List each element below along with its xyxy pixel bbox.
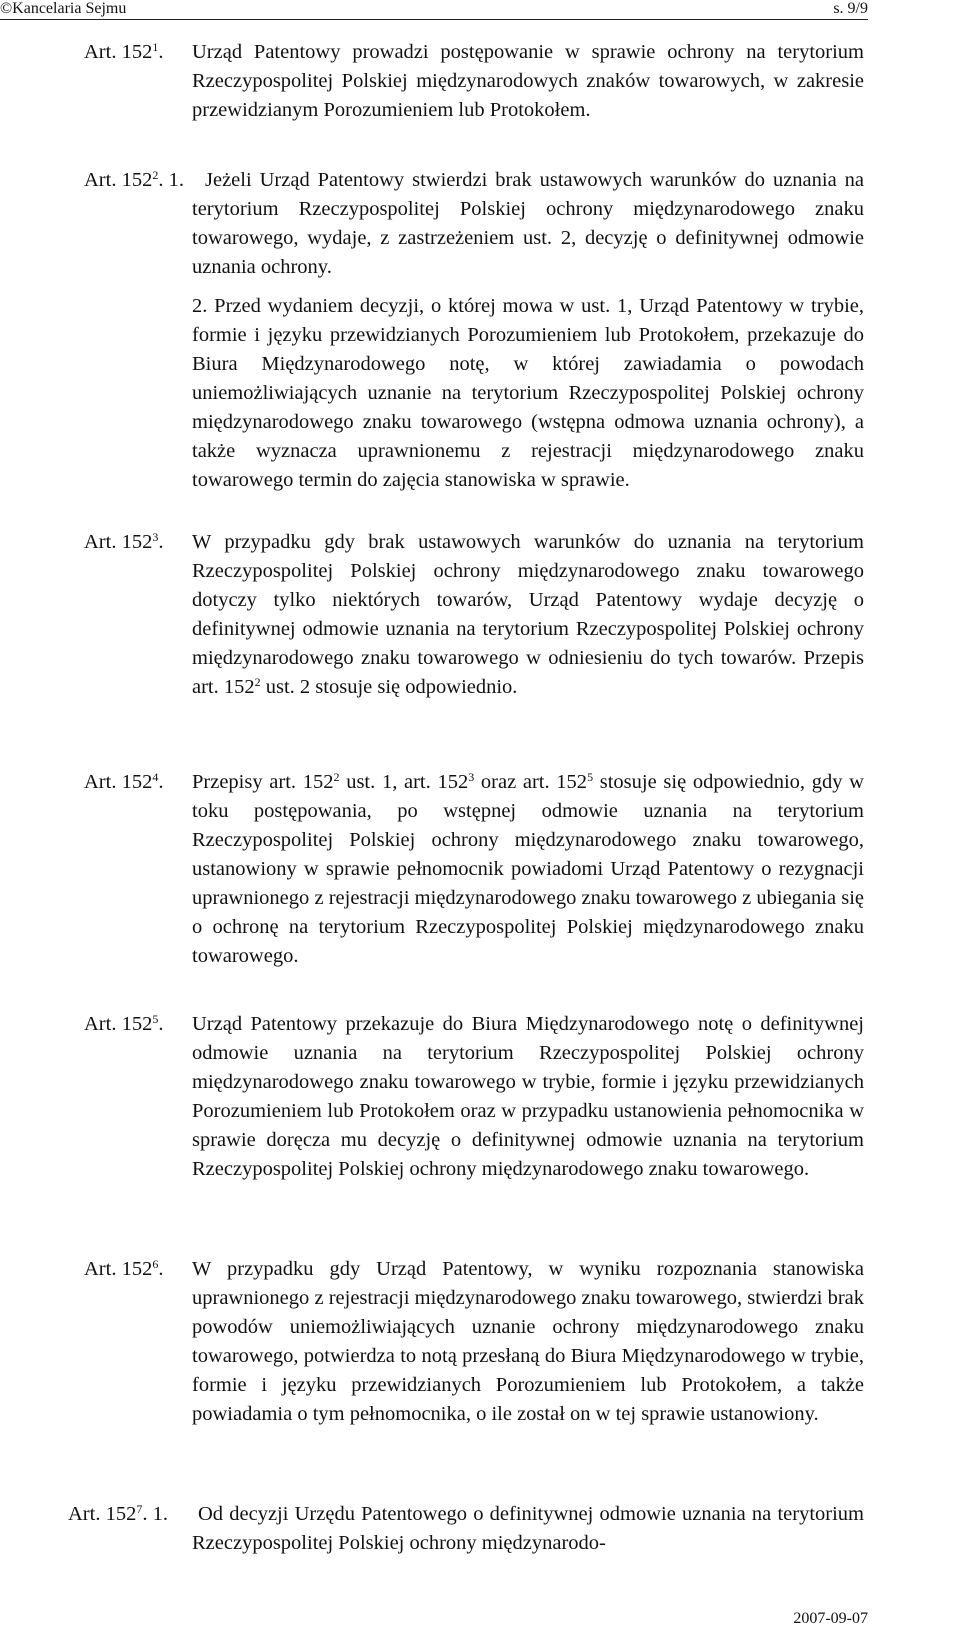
article-text: Urząd Patentowy prowadzi postępowanie w sprawie ochrony na terytorium Rzeczypospolitej Polskiej międzynarodowych znaków towarowych, w zakresie przewidzianym Porozumieniem lub Protokołem.: [192, 41, 864, 121]
header-source: ©Kancelaria Sejmu: [0, 0, 127, 17]
footer-date: 2007-09-07: [793, 1610, 868, 1627]
article-text: W przypadku gdy brak ustawowych warunków do uznania na terytorium Rzeczypospolitej Polskiej ochrony międzynarodowego znaku towarowego dotyczy tylko niektórych towarów, Urząd Patentowy wydaje decyzję o definitywnej odmowie uznania na terytorium Rzeczypospolitej Polskiej ochrony międzynarodowego znaku towarowego w odniesieniu do tych towarów. Przepis art. $152^2$ ust. 2 stosuje się odpowiednio.: [192, 531, 864, 698]
article-paragraph-1: Jeżeli Urząd Patentowy stwierdzi brak ustawowych warunków do uznania na terytorium Rzeczypospolitej Polskiej ochrony międzynarodowego znaku towarowego, wydaje, z zastrzeżeniem ust. 2, decyzję o definitywnej odmowie uznania ochrony.: [192, 169, 864, 278]
article-label: Art. $152^3$.: [84, 529, 164, 553]
article-label: Art. $152^2$. 1.: [84, 167, 184, 191]
article-label: Art. $152^4$.: [84, 769, 164, 793]
article-text: Urząd Patentowy przekazuje do Biura Międzynarodowego notę o definitywnej odmowie uznania na terytorium Rzeczypospolitej Polskiej ochrony międzynarodowego znaku towarowego w trybie, formie i języku przewidzianych Porozumieniem lub Protokołem oraz w przypadku ustanowienia pełnomocnika w sprawie doręcza mu decyzję o definitywnej odmowie uznania na terytorium Rzeczypospolitej Polskiej ochrony międzynarodowego znaku towarowego.: [192, 1013, 864, 1180]
header-divider: [0, 19, 868, 20]
article-text: Od decyzji Urzędu Patentowego o definitywnej odmowie uznania na terytorium Rzeczypospolitej Polskiej ochrony międzynarodo-: [192, 1503, 864, 1554]
header-page-number: s. 9/9: [833, 0, 868, 17]
article-paragraph-2: 2. Przed wydaniem decyzji, o której mowa w ust. 1, Urząd Patentowy w trybie, formie i języku przewidzianych Porozumieniem lub Protokołem, przekazuje do Biura Międzynarodowego notę, w której zawiadamia o powodach uniemożliwiających uznanie na terytorium Rzeczypospolitej Polskiej ochrony międzynarodowego znaku towarowego (wstępna odmowa uznania ochrony), a także wyznacza uprawnionemu z rejestracji międzynarodowego znaku towarowego termin do zajęcia stanowiska w sprawie.: [192, 295, 864, 491]
article-text: W przypadku gdy Urząd Patentowy, w wyniku rozpoznania stanowiska uprawnionego z rejestracji międzynarodowego znaku towarowego, stwierdzi brak powodów uniemożliwiających uznanie ochrony międzynarodowego znaku towarowego, potwierdza to notą przesłaną do Biura Międzynarodowego w trybie, formie i języku przewidzianych Porozumieniem lub Protokołem, a także powiadamia o tym pełnomocnika, o ile został on w tej sprawie ustanowiony.: [192, 1258, 864, 1425]
article-label: Art. $152^6$.: [84, 1256, 164, 1280]
article-label: Art. $152^7$. 1.: [68, 1501, 168, 1525]
article-label: Art. $152^1$.: [84, 39, 164, 63]
article-text: Przepisy art. $152^2$ ust. 1, art. $152^3$ oraz art. $152^5$ stosuje się odpowiednio, gdy w toku postępowania, po wstępnej odmowie uznania na terytorium Rzeczypospolitej Polskiej ochrony międzynarodowego znaku towarowego, ustanowiony w sprawie pełnomocnik powiadomi Urząd Patentowy o rezygnacji uprawnionego z rejestracji międzynarodowego znaku towarowego z ubiegania się o ochronę na terytorium Rzeczypospolitej Polskiej międzynarodowego znaku towarowego.: [192, 769, 864, 967]
article-label: Art. $152^5$.: [84, 1011, 164, 1035]
